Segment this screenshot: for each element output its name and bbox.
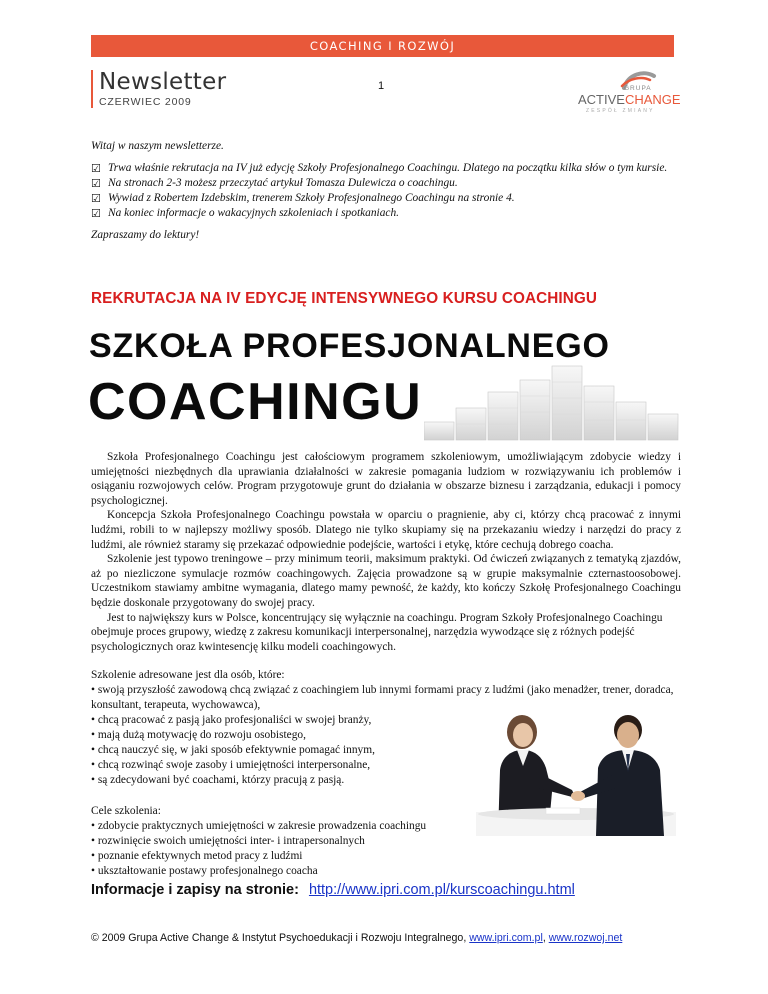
school-title-line2: COACHINGU bbox=[88, 373, 423, 431]
audience-item: • chcą nauczyć się, w jaki sposób efektywnie pomagać innym, bbox=[91, 744, 375, 756]
article-paragraph: Jest to największy kurs w Polsce, koncentrujący się wyłącznie na coachingu. Program Szkoły Profesjonalnego Coachingu obejmuje proces grupowy, wiedzę z zakresu komunikacji interpersonalnej, narzędzia wywodzące się z różnych podejść psychologicznych oraz kwintesencję kilku modeli coachingowych. bbox=[91, 611, 663, 653]
goal-item: • zdobycie praktycznych umiejętności w zakresie prowadzenia coachingu bbox=[91, 820, 427, 832]
checklist-text: Na stronach 2-3 możesz przeczytać artykuł Tomasza Dulewicza o coachingu. bbox=[108, 177, 458, 189]
audience-item: • swoją przyszłość zawodową chcą związać z coachingiem lub innymi formami pracy z ludźmi (jako menadżer, trener, doradca, konsultant, terapeuta, wychowawca), bbox=[91, 684, 674, 711]
info-line bbox=[91, 882, 575, 898]
school-title-line1: SZKOŁA PROFESJONALNEGO bbox=[89, 327, 610, 365]
goal-item: • rozwinięcie swoich umiejętności inter- i intrapersonalnych bbox=[91, 835, 365, 847]
checklist-text: Na koniec informacje o wakacyjnych szkoleniach i spotkaniach. bbox=[108, 207, 400, 219]
info-label: Informacje i zapisy na stronie: bbox=[91, 882, 299, 898]
audience-item: • są zdecydowani być coachami, którzy pracują z pasją. bbox=[91, 774, 345, 786]
article-body bbox=[91, 450, 681, 654]
article-paragraph: Szkoła Profesjonalnego Coachingu jest całościowym programem szkoleniowym, umożliwiającym zdobycie wiedzy i umiejętności niezbędnych dla uprawiania działalności w zakresie pomagania ludziom w rozwiązywaniu ich problemów i osiąganiu rozwojowych celów. Program przygotowuje grunt do działania w obszarze biznesu i zarządzania, edukacji i pomocy psychologicznej. bbox=[91, 451, 681, 507]
cube-staircase-illustration-icon bbox=[424, 362, 682, 442]
footer-copyright: © 2009 Grupa Active Change & Instytut Psychoedukacji i Rozwoju Integralnego, bbox=[91, 932, 470, 944]
course-link[interactable]: http://www.ipri.com.pl/kurscoachingu.html bbox=[308, 882, 575, 898]
checklist-item bbox=[91, 161, 681, 176]
audience-item: • mają dużą motywację do rozwoju osobistego, bbox=[91, 729, 306, 741]
logo-tagline: ZESPÓŁ ZMIANY bbox=[586, 108, 655, 114]
logo-brand bbox=[578, 92, 681, 107]
goal-item: • poznanie efektywnych metod pracy z ludźmi bbox=[91, 850, 303, 862]
checkbox-checked-icon: ☑ bbox=[91, 177, 101, 190]
article-paragraph: Szkolenie jest typowo treningowe – przy minimum teorii, maksimum praktyki. Od ćwiczeń związanych z tematyką zjazdów, aż po niezliczone symulacje rozmów coachingowych. Zajęcia prowadzone są w grupie maksymalnie czternastoosobowej. Uczestnikom stawiamy ambitne wymagania, dlatego mamy pewność, że każdy, kto kończy Szkołę Profesjonalnego Coachingu będzie doskonale przygotowany do swojej pracy. bbox=[91, 553, 681, 609]
logo-brand-active: ACTIVE bbox=[578, 92, 625, 107]
intro-welcome: Witaj w naszym newsletterze. bbox=[91, 140, 224, 152]
intro-checklist bbox=[91, 161, 681, 221]
article-paragraph: Koncepcja Szkoła Profesjonalnego Coachingu powstała w oparciu o pragnienie, aby ci, którzy chcą pracować z innymi ludźmi, robili to w najlepszy możliwy sposób. Dlatego nie tylko skupiamy się na przekazaniu wiedzy i narzędzi do pracy z ludźmi, ale również staramy się przekazać odpowiednie podejście, wartości i etykę, które cechują dobrego coacha. bbox=[91, 509, 681, 551]
audience-intro: Szkolenie adresowane jest dla osób, które: bbox=[91, 669, 285, 681]
goal-item: • ukształtowanie postawy profesjonalnego coacha bbox=[91, 865, 318, 877]
recruitment-heading: REKRUTACJA NA IV EDYCJĘ INTENSYWNEGO KURSU COACHINGU bbox=[91, 290, 598, 307]
checklist-text: Wywiad z Robertem Izdebskim, trenerem Szkoły Profesjonalnego Coachingu na stronie 4. bbox=[108, 192, 515, 204]
newsletter-title: Newsletter bbox=[99, 69, 227, 95]
checklist-text: Trwa właśnie rekrutacja na IV już edycję Szkoły Profesjonalnego Coachingu. Dlatego na początku kilka słów o tym kursie. bbox=[108, 162, 668, 174]
checkbox-checked-icon: ☑ bbox=[91, 162, 101, 175]
checkbox-checked-icon: ☑ bbox=[91, 207, 101, 220]
page-footer bbox=[91, 932, 622, 944]
logo-brand-change: CHANGE bbox=[624, 92, 681, 107]
newsletter-masthead bbox=[91, 70, 226, 108]
intro-closing: Zapraszamy do lektury! bbox=[91, 229, 200, 241]
footer-link-ipri[interactable]: www.ipri.com.pl bbox=[469, 932, 543, 944]
checklist-item bbox=[91, 176, 681, 191]
page-number: 1 bbox=[378, 80, 385, 92]
checklist-item bbox=[91, 206, 681, 221]
audience-item: • chcą pracować z pasją jako profesjonaliści w swojej branży, bbox=[91, 714, 372, 726]
newsletter-date: CZERWIEC 2009 bbox=[99, 96, 192, 108]
intro-section bbox=[91, 139, 681, 243]
footer-separator: , bbox=[542, 932, 549, 944]
checkbox-checked-icon: ☑ bbox=[91, 192, 101, 205]
footer-link-rozwoj[interactable]: www.rozwoj.net bbox=[548, 932, 623, 944]
handshake-photo-icon bbox=[476, 708, 676, 836]
audience-item: • chcą rozwinąć swoje zasoby i umiejętności interpersonalne, bbox=[91, 759, 371, 771]
goals-intro: Cele szkolenia: bbox=[91, 805, 161, 817]
checklist-item bbox=[91, 191, 681, 206]
section-banner: COACHING I ROZWÓJ bbox=[91, 35, 674, 57]
logo-group-label: GRUPA bbox=[624, 85, 652, 92]
